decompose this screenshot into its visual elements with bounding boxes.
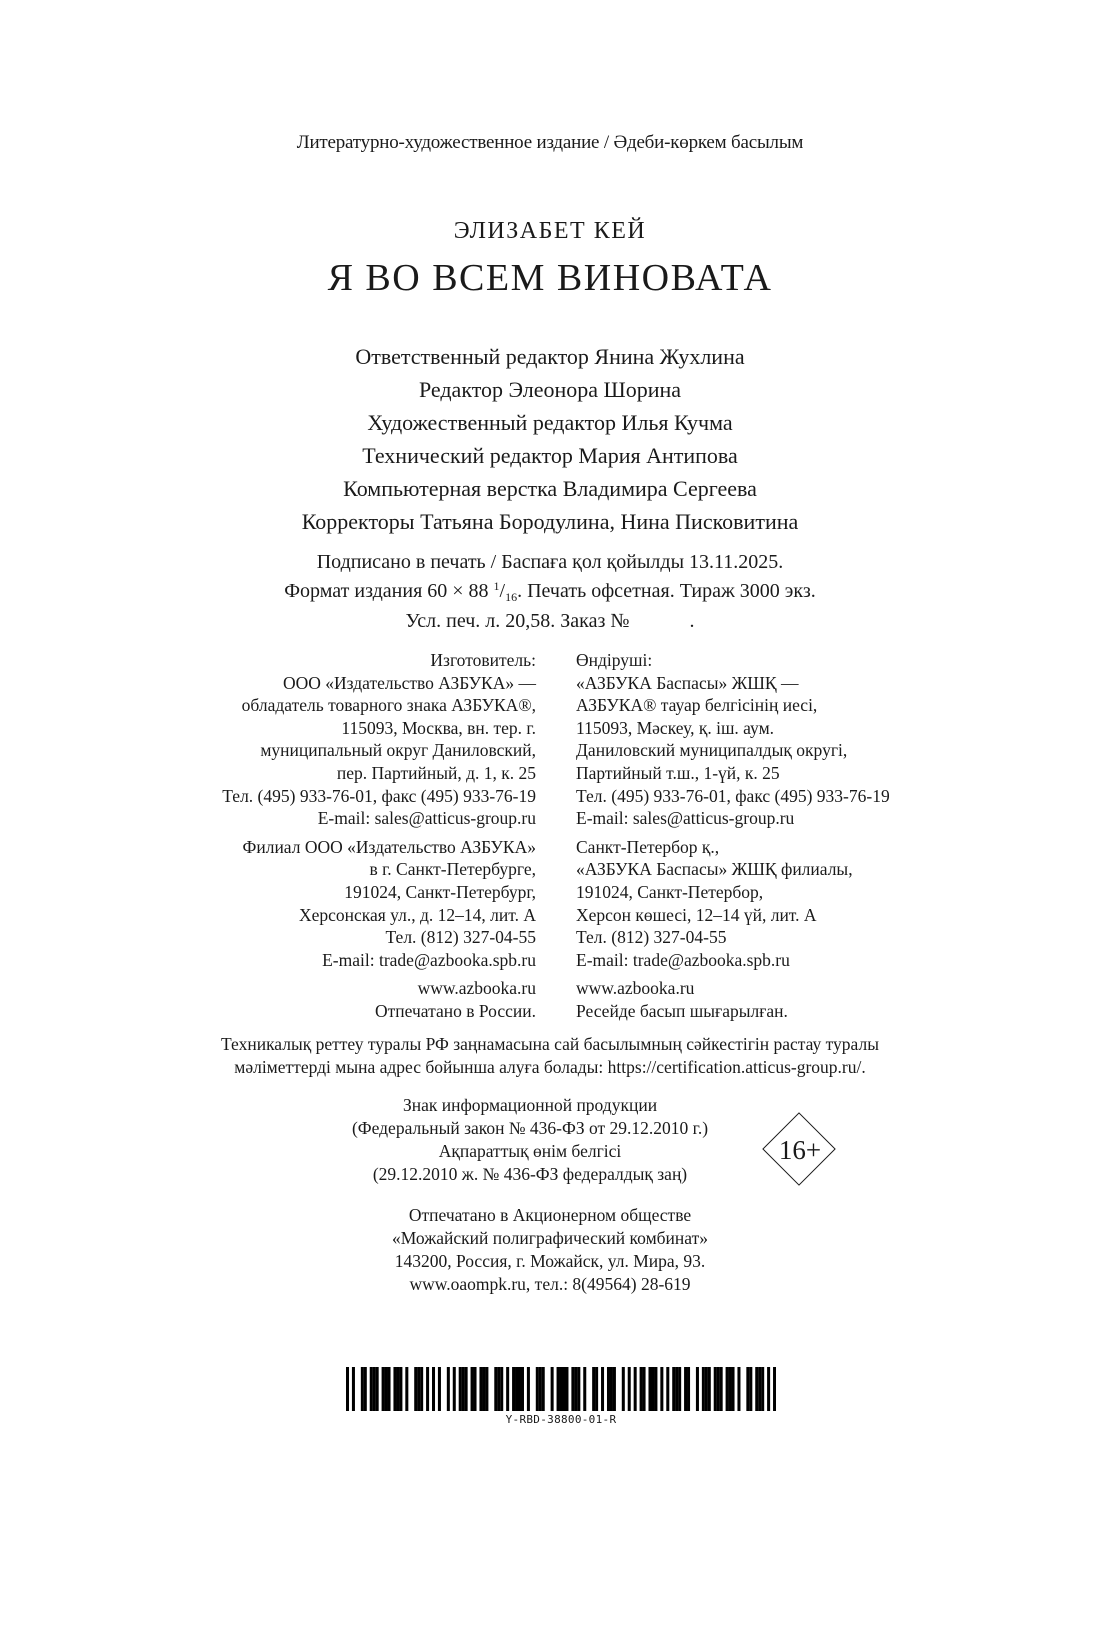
info-mark-line: Ақпараттық өнім белгісі [438,1141,622,1161]
info-product-mark [300,1094,760,1186]
sheets-prefix: Усл. печ. л. 20,58. Заказ № [405,610,630,632]
info-mark-line: (29.12.2010 ж. № 436-ФЗ федералдық заң) [372,1164,688,1184]
manufacturer-kz-line: 115093, Мәскеу, қ. іш. аум. [576,717,775,738]
printer-line: «Можайский полиграфический комбинат» [392,1228,708,1248]
manufacturer-ru-line: ООО «Издательство АЗБУКА» — [282,672,536,693]
print-info [0,550,1100,633]
age-rating-badge [762,1112,838,1188]
website-kz: www.azbooka.ru [576,978,695,999]
manufacturer-ru-line: E-mail: sales@atticus-group.ru [317,808,536,829]
sheets-order-line [0,609,1100,633]
branch-kz-line: 191024, Санкт-Петербор, [576,881,764,902]
edition-type: Литературно-художественное издание / Әдеби-көркем басылым [296,132,804,153]
staff-line: Ответственный редактор Янина Жухлина [355,344,745,369]
staff-line: Художественный редактор Илья Кучма [367,410,733,435]
printer-info [0,1204,1100,1296]
info-mark-line: (Федеральный закон № 436-ФЗ от 29.12.2010 г.) [351,1118,709,1138]
manufacturer-kz-line: АЗБУКА® тауар белгісінің иесі, [576,695,818,716]
sheets-suffix: . [689,610,695,632]
certification-line: Техникалық реттеу туралы РФ заңнамасына сай басылымның сәйкестігін растау туралы [221,1034,879,1054]
manufacturer-ru-branch [222,836,536,972]
manufacturer-ru-line: обладатель товарного знака АЗБУКА®, [241,695,536,716]
branch-kz-line: «АЗБУКА Баспасы» ЖШҚ филиалы, [576,859,853,880]
printer-line: www.oaompk.ru, тел.: 8(49564) 28-619 [409,1274,691,1294]
signed-date: Подписано в печать / Баспаға қол қойылды 13.11.2025. [316,551,784,573]
staff-line: Корректоры Татьяна Бородулина, Нина Писковитина [301,509,799,534]
branch-kz-line: Тел. (812) 327-04-55 [576,927,727,948]
website-ru: www.azbooka.ru [417,978,536,999]
printer-line: 143200, Россия, г. Можайск, ул. Мира, 93. [394,1251,706,1271]
manufacturer-kz [576,649,890,1023]
manufacturer-kz-line: Даниловский муниципалдық округі, [576,740,848,761]
manufacturer-kz-line: Тел. (495) 933-76-01, факс (495) 933-76-19 [576,785,890,806]
certification-notice [0,1033,1100,1079]
barcode-label: Y-RBD-38800-01-R [505,1413,617,1426]
format-suffix: . Печать офсетная. Тираж 3000 экз. [517,580,816,602]
format-fraction-denominator: 16 [505,590,518,604]
manufacturer-ru-line: 115093, Москва, вн. тер. г. [341,717,536,738]
manufacturer-ru [222,649,536,1023]
barcode-icon [346,1367,776,1411]
manufacturer-ru-line: Изготовитель: [430,650,536,670]
manufacturer-ru-main [222,649,536,830]
manufacturer-ru-line: Тел. (495) 933-76-01, факс (495) 933-76-19 [222,785,536,806]
manufacturer-kz-footer [576,977,890,1022]
author-name: ЭЛИЗАБЕТ КЕЙ [453,218,647,244]
branch-kz-line: Херсон көшесі, 12–14 үй, лит. А [576,904,817,925]
manufacturer-kz-line: E-mail: sales@atticus-group.ru [576,808,795,829]
certification-line: мәліметтерді мына адрес бойынша алуға болады: https://certification.atticus-group.ru/. [234,1057,866,1077]
branch-kz-line: E-mail: trade@azbooka.spb.ru [576,949,790,970]
info-mark-line: Знак информационной продукции [402,1095,658,1115]
branch-ru-line: в г. Санкт-Петербурге, [369,859,536,880]
branch-ru-line: Тел. (812) 327-04-55 [385,927,536,948]
manufacturer-kz-line: Партийный т.ш., 1-үй, к. 25 [576,762,780,783]
format-prefix: Формат издания 60 × 88 [284,580,489,602]
staff-line: Технический редактор Мария Антипова [362,443,738,468]
staff-line: Компьютерная верстка Владимира Сергеева [343,476,757,501]
editorial-staff [0,340,1100,538]
printed-in-ru: Отпечатано в России. [375,1000,536,1021]
manufacturer-ru-line: пер. Партийный, д. 1, к. 25 [336,762,536,783]
format-line [0,574,1100,609]
staff-line: Редактор Элеонора Шорина [418,377,682,402]
branch-ru-line: E-mail: trade@azbooka.spb.ru [322,949,536,970]
manufacturer-kz-line: Өндіруші: [576,650,653,670]
printer-line: Отпечатано в Акционерном обществе [408,1205,692,1225]
branch-ru-line: Филиал ООО «Издательство АЗБУКА» [242,836,536,857]
manufacturer-kz-branch [576,836,890,972]
manufacturer-kz-main [576,649,890,830]
printed-in-kz: Ресейде басып шығарылған. [576,1000,788,1021]
format-fraction-numerator: 1 [493,579,500,593]
branch-ru-line: Херсонская ул., д. 12–14, лит. А [298,904,536,925]
format-fraction-slash: / [499,580,506,602]
manufacturer-kz-line: «АЗБУКА Баспасы» ЖШҚ — [576,672,799,693]
age-rating-label: 16+ [778,1135,822,1165]
branch-ru-line: 191024, Санкт-Петербург, [344,881,536,902]
branch-kz-line: Санкт-Петербор қ., [576,836,720,857]
manufacturer-ru-line: муниципальный округ Даниловский, [260,740,536,761]
book-title: Я ВО ВСЕМ ВИНОВАТА [327,257,773,299]
manufacturer-ru-footer [222,977,536,1022]
